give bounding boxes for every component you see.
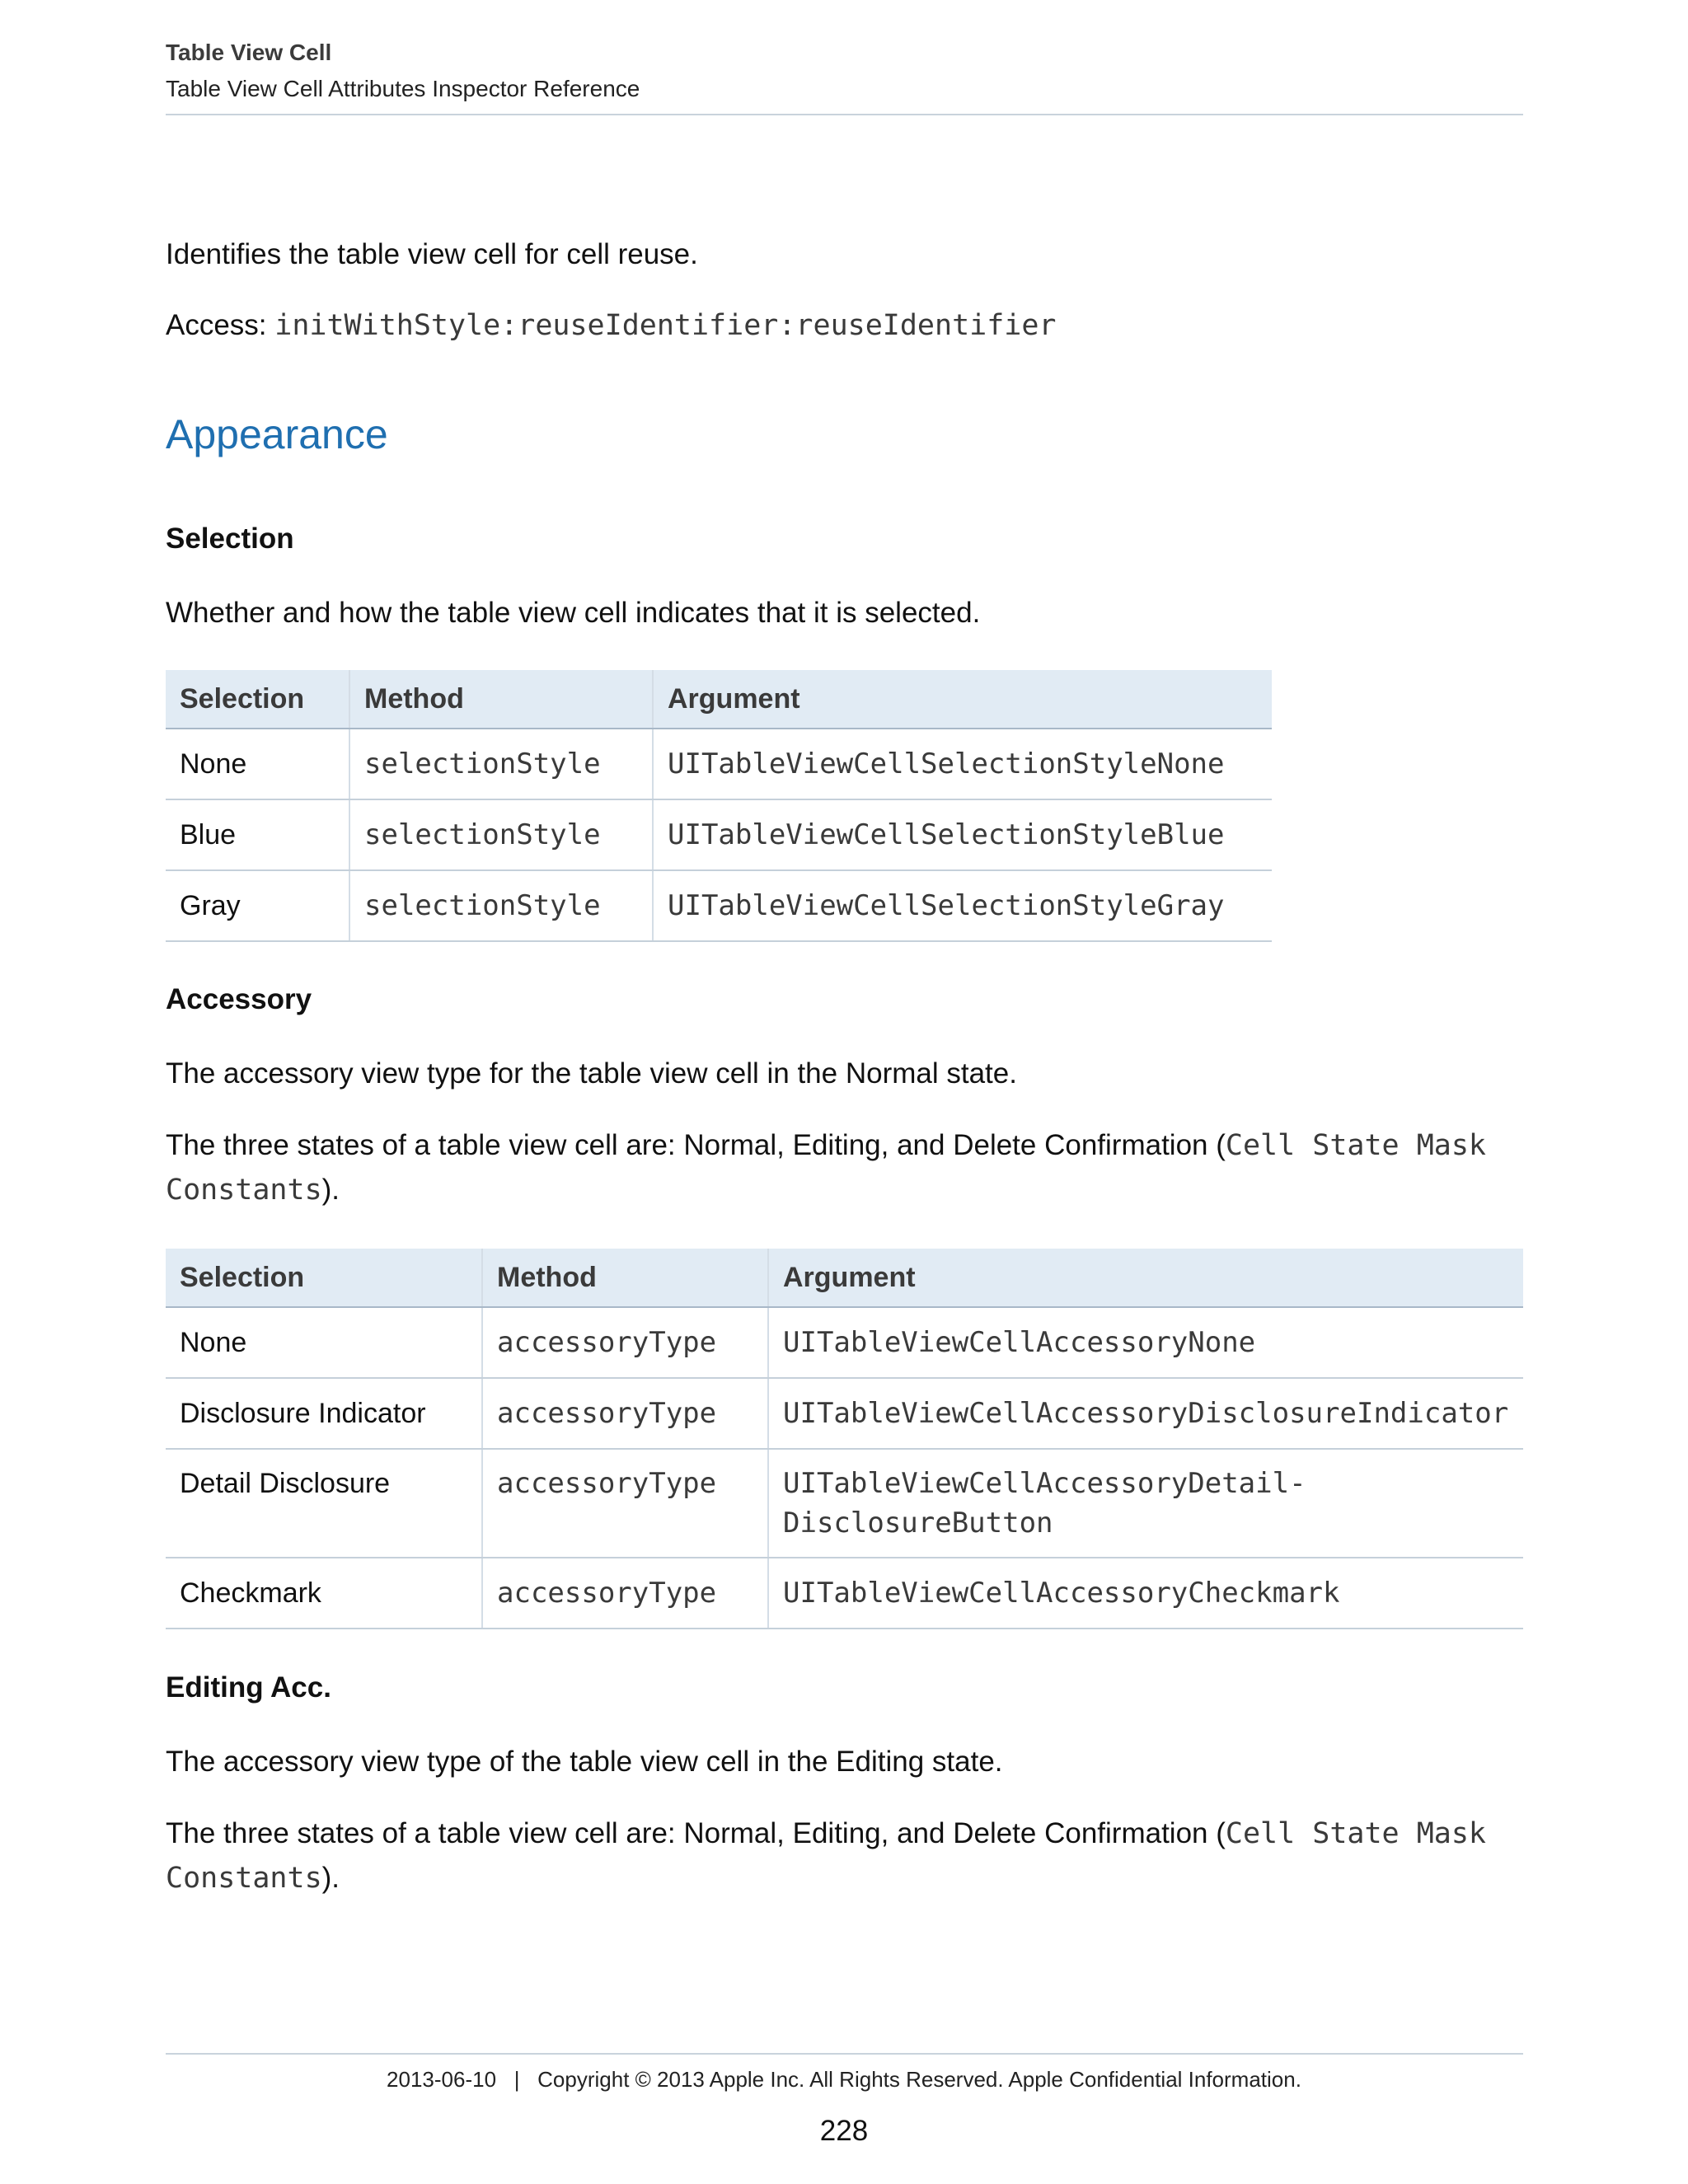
selection-description: Whether and how the table view cell indicates that it is selected. <box>166 597 981 629</box>
running-header-subtitle: Table View Cell Attributes Inspector Reference <box>166 76 640 101</box>
states-end: ). <box>321 1174 340 1206</box>
accessory-description: The accessory view type for the table view cell in the Normal state. <box>166 1057 1017 1090</box>
intro-paragraph: Identifies the table view cell for cell reuse. <box>166 238 698 270</box>
subheading-editing-acc: Editing Acc. <box>166 1671 331 1704</box>
table-header-row <box>166 1249 1523 1307</box>
column-header: Method <box>482 1249 768 1307</box>
subheading-accessory: Accessory <box>166 983 312 1015</box>
table-row <box>166 1378 1523 1449</box>
accessory-table <box>166 1249 1523 1629</box>
column-header: Argument <box>653 670 1272 729</box>
subheading-selection: Selection <box>166 523 294 555</box>
table-cell: Gray <box>166 870 349 941</box>
inline-code: Constants <box>166 1174 322 1207</box>
table-cell: UITableViewCellAccessoryNone <box>768 1307 1523 1378</box>
column-header: Method <box>349 670 653 729</box>
table-cell: UITableViewCellSelectionStyleGray <box>653 870 1272 941</box>
inline-code: Cell State Mask <box>1225 1817 1486 1850</box>
access-label: Access: <box>166 309 275 341</box>
table-cell: selectionStyle <box>349 729 653 799</box>
table-cell: selectionStyle <box>349 870 653 941</box>
footer-divider <box>166 2053 1523 2055</box>
table-cell <box>768 1449 1523 1558</box>
access-line <box>166 303 1057 348</box>
table-row <box>166 1307 1523 1378</box>
page-number: 228 <box>819 2115 869 2147</box>
editing-acc-description: The accessory view type of the table view cell in the Editing state. <box>166 1746 1003 1778</box>
table-row <box>166 870 1272 941</box>
table-cell: Blue <box>166 799 349 870</box>
table-row <box>166 1558 1523 1629</box>
column-header: Selection <box>166 670 349 729</box>
inline-code: Constants <box>166 1862 322 1895</box>
column-header: Argument <box>768 1249 1523 1307</box>
states-text: The three states of a table view cell are: Normal, Editing, and Delete Confirmation ( <box>166 1817 1226 1849</box>
editing-acc-states-paragraph <box>166 1811 1534 1900</box>
inline-code: Cell State Mask <box>1225 1129 1486 1162</box>
table-row <box>166 729 1272 799</box>
table-cell: UITableViewCellSelectionStyleBlue <box>653 799 1272 870</box>
header-divider <box>166 114 1523 115</box>
table-cell: Checkmark <box>166 1558 482 1629</box>
table-cell: Disclosure Indicator <box>166 1378 482 1449</box>
states-text: The three states of a table view cell are: Normal, Editing, and Delete Confirmation ( <box>166 1129 1226 1161</box>
section-heading-appearance: Appearance <box>166 411 388 457</box>
table-header-row <box>166 670 1272 729</box>
access-code: initWithStyle:reuseIdentifier:reuseIdentifier <box>274 309 1057 342</box>
table-cell: UITableViewCellAccessoryCheckmark <box>768 1558 1523 1629</box>
table-cell: UITableViewCellSelectionStyleNone <box>653 729 1272 799</box>
table-cell: accessoryType <box>482 1378 768 1449</box>
table-cell: None <box>166 729 349 799</box>
running-header-title: Table View Cell <box>166 40 332 65</box>
table-cell: Detail Disclosure <box>166 1449 482 1558</box>
table-cell: selectionStyle <box>349 799 653 870</box>
selection-table <box>166 670 1272 942</box>
table-cell: accessoryType <box>482 1449 768 1558</box>
table-cell: UITableViewCellAccessoryDisclosureIndicator <box>768 1378 1523 1449</box>
table-cell: accessoryType <box>482 1307 768 1378</box>
table-row <box>166 1449 1523 1558</box>
argument-line: DisclosureButton <box>783 1507 1053 1540</box>
argument-line: UITableViewCellAccessoryDetail- <box>783 1467 1306 1500</box>
states-end: ). <box>321 1862 340 1894</box>
column-header: Selection <box>166 1249 482 1307</box>
table-row <box>166 799 1272 870</box>
table-cell: None <box>166 1307 482 1378</box>
footer-copyright: 2013-06-10 | Copyright © 2013 Apple Inc. All Rights Reserved. Apple Confidential Information. <box>387 2067 1301 2092</box>
table-cell: accessoryType <box>482 1558 768 1629</box>
accessory-states-paragraph <box>166 1123 1534 1212</box>
